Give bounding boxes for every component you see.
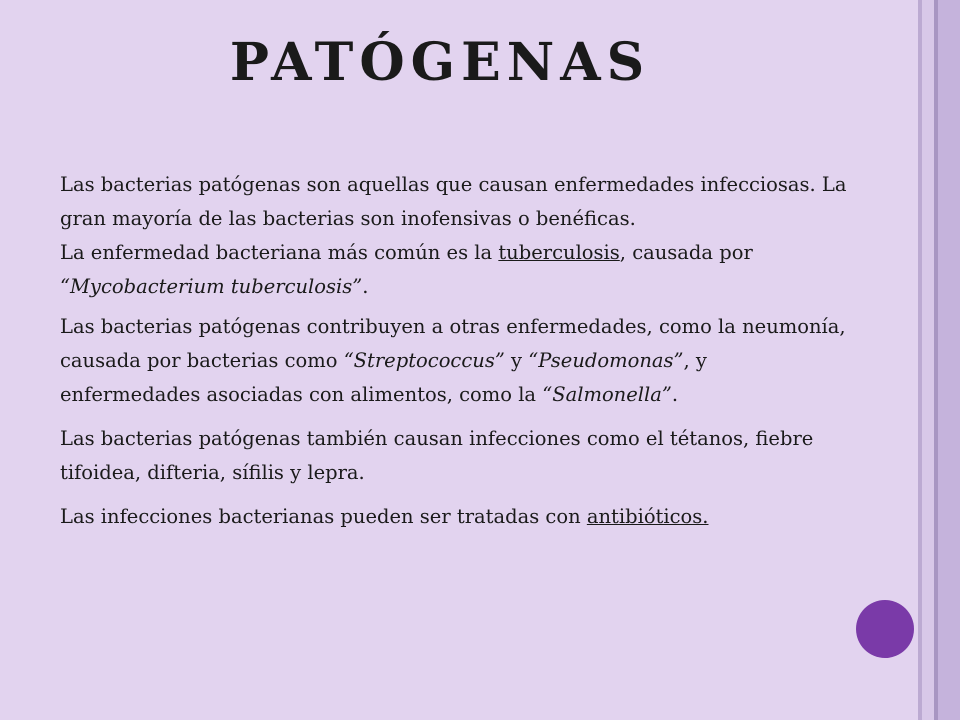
paragraph-2	[60, 236, 850, 304]
paragraph-2-end: .	[362, 275, 369, 298]
paragraph-3	[60, 310, 850, 412]
decorative-circle	[856, 600, 914, 658]
paragraph-3-text-cont: , y enfermedades asociadas con alimentos, como la	[60, 349, 707, 406]
right-border-band-2	[938, 0, 960, 720]
paragraph-3-end: .	[671, 383, 679, 406]
paragraph-5-text: Las infecciones bacterianas pueden ser tratadas con	[60, 505, 587, 528]
species-name: “Mycobacterium tuberculosis”	[60, 275, 363, 298]
paragraph-4	[60, 422, 850, 490]
paragraph-3-conj: y	[504, 349, 529, 372]
species-pseudomonas: “Pseudomonas”	[528, 349, 684, 372]
species-salmonella: “Salmonella”	[542, 383, 672, 406]
paragraph-2-text: La enfermedad bacteriana más común es la	[60, 241, 499, 264]
paragraph-2-text-cont: , causada por	[619, 241, 753, 264]
slide-body	[60, 168, 850, 534]
right-border-band	[922, 0, 934, 720]
antibioticos-link[interactable]: antibióticos.	[586, 505, 709, 528]
species-streptococcus: “Streptococcus”	[343, 349, 505, 372]
paragraph-1	[60, 168, 850, 236]
paragraph-1-text: Las bacterias patógenas son aquellas que causan enfermedades infecciosas. La gran mayoría de las bacterias son inofensivas o benéficas.	[60, 173, 847, 230]
tuberculosis-link[interactable]: tuberculosis	[498, 241, 620, 264]
paragraph-3-text: Las bacterias patógenas contribuyen a otras enfermedades, como la neumonía, causada por bacterias como	[60, 315, 846, 372]
slide-title: PATÓGENAS	[229, 32, 651, 93]
paragraph-4-text: Las bacterias patógenas también causan infecciones como el tétanos, fiebre tifoidea, difteria, sífilis y lepra.	[60, 427, 814, 484]
paragraph-5	[60, 500, 850, 534]
